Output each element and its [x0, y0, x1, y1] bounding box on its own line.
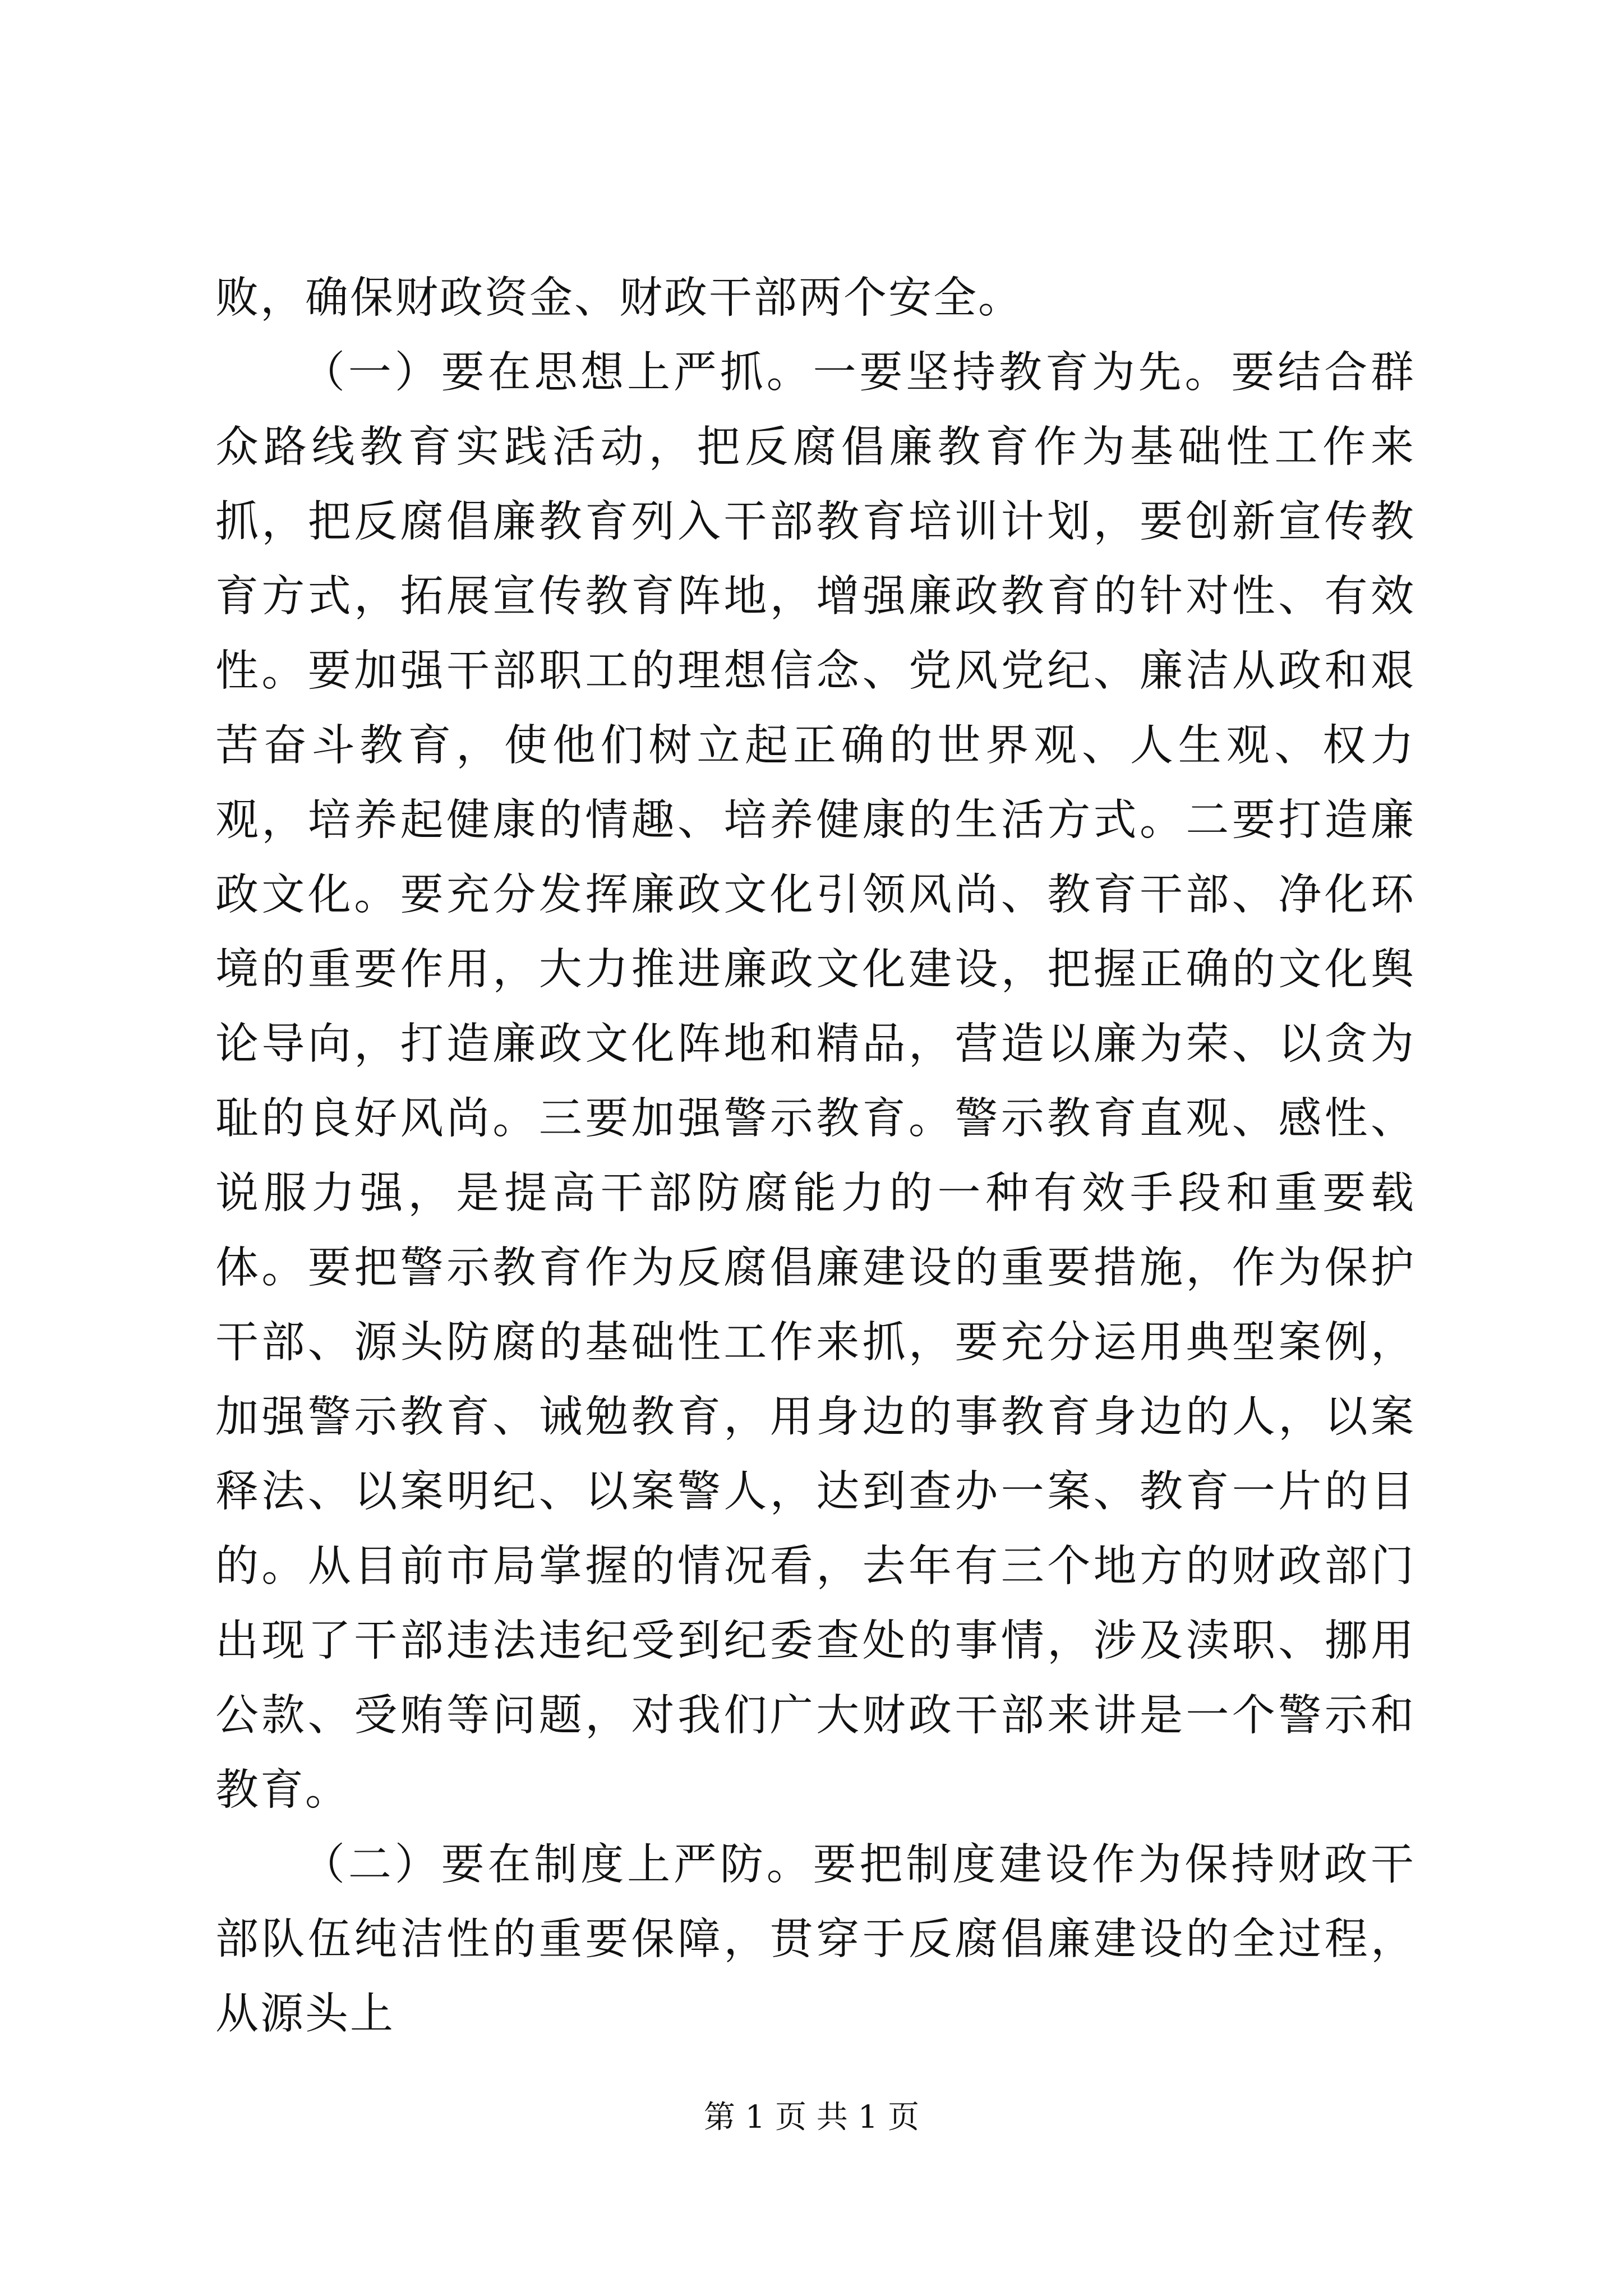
document-body	[215, 261, 1415, 2051]
paragraph-section-one: （一）要在思想上严抓。一要坚持教育为先。要结合群众路线教育实践活动，把反腐倡廉教育作为基础性工作来抓，把反腐倡廉教育列入干部教育培训计划，要创新宣传教育方式，拓展宣传教育阵地，增强廉政教育的针对性、有效性。要加强干部职工的理想信念、党风党纪、廉洁从政和艰苦奋斗教育，使他们树立起正确的世界观、人生观、权力观，培养起健康的情趣、培养健康的生活方式。二要打造廉政文化。要充分发挥廉政文化引领风尚、教育干部、净化环境的重要作用，大力推进廉政文化建设，把握正确的文化舆论导向，打造廉政文化阵地和精品，营造以廉为荣、以贪为耻的良好风尚。三要加强警示教育。警示教育直观、感性、说服力强，是提高干部防腐能力的一种有效手段和重要载体。要把警示教育作为反腐倡廉建设的重要措施，作为保护干部、源头防腐的基础性工作来抓，要充分运用典型案例，加强警示教育、诫勉教育，用身边的事教育身边的人，以案释法、以案明纪、以案警人，达到查办一案、教育一片的目的。从目前市局掌握的情况看，去年有三个地方的财政部门出现了干部违法违纪受到纪委查处的事情，涉及渎职、挪用公款、受贿等问题，对我们广大财政干部来讲是一个警示和教育。	[215, 348, 1415, 1815]
paragraph-continuation: 败，确保财政资金、财政干部两个安全。	[215, 273, 1023, 323]
page-footer: 第 1 页 共 1 页	[703, 2099, 920, 2136]
paragraph-section-two: （二）要在制度上严防。要把制度建设作为保持财政干部队伍纯洁性的重要保障，贯穿于反腐倡廉建设的全过程，从源头上	[215, 1840, 1415, 2039]
